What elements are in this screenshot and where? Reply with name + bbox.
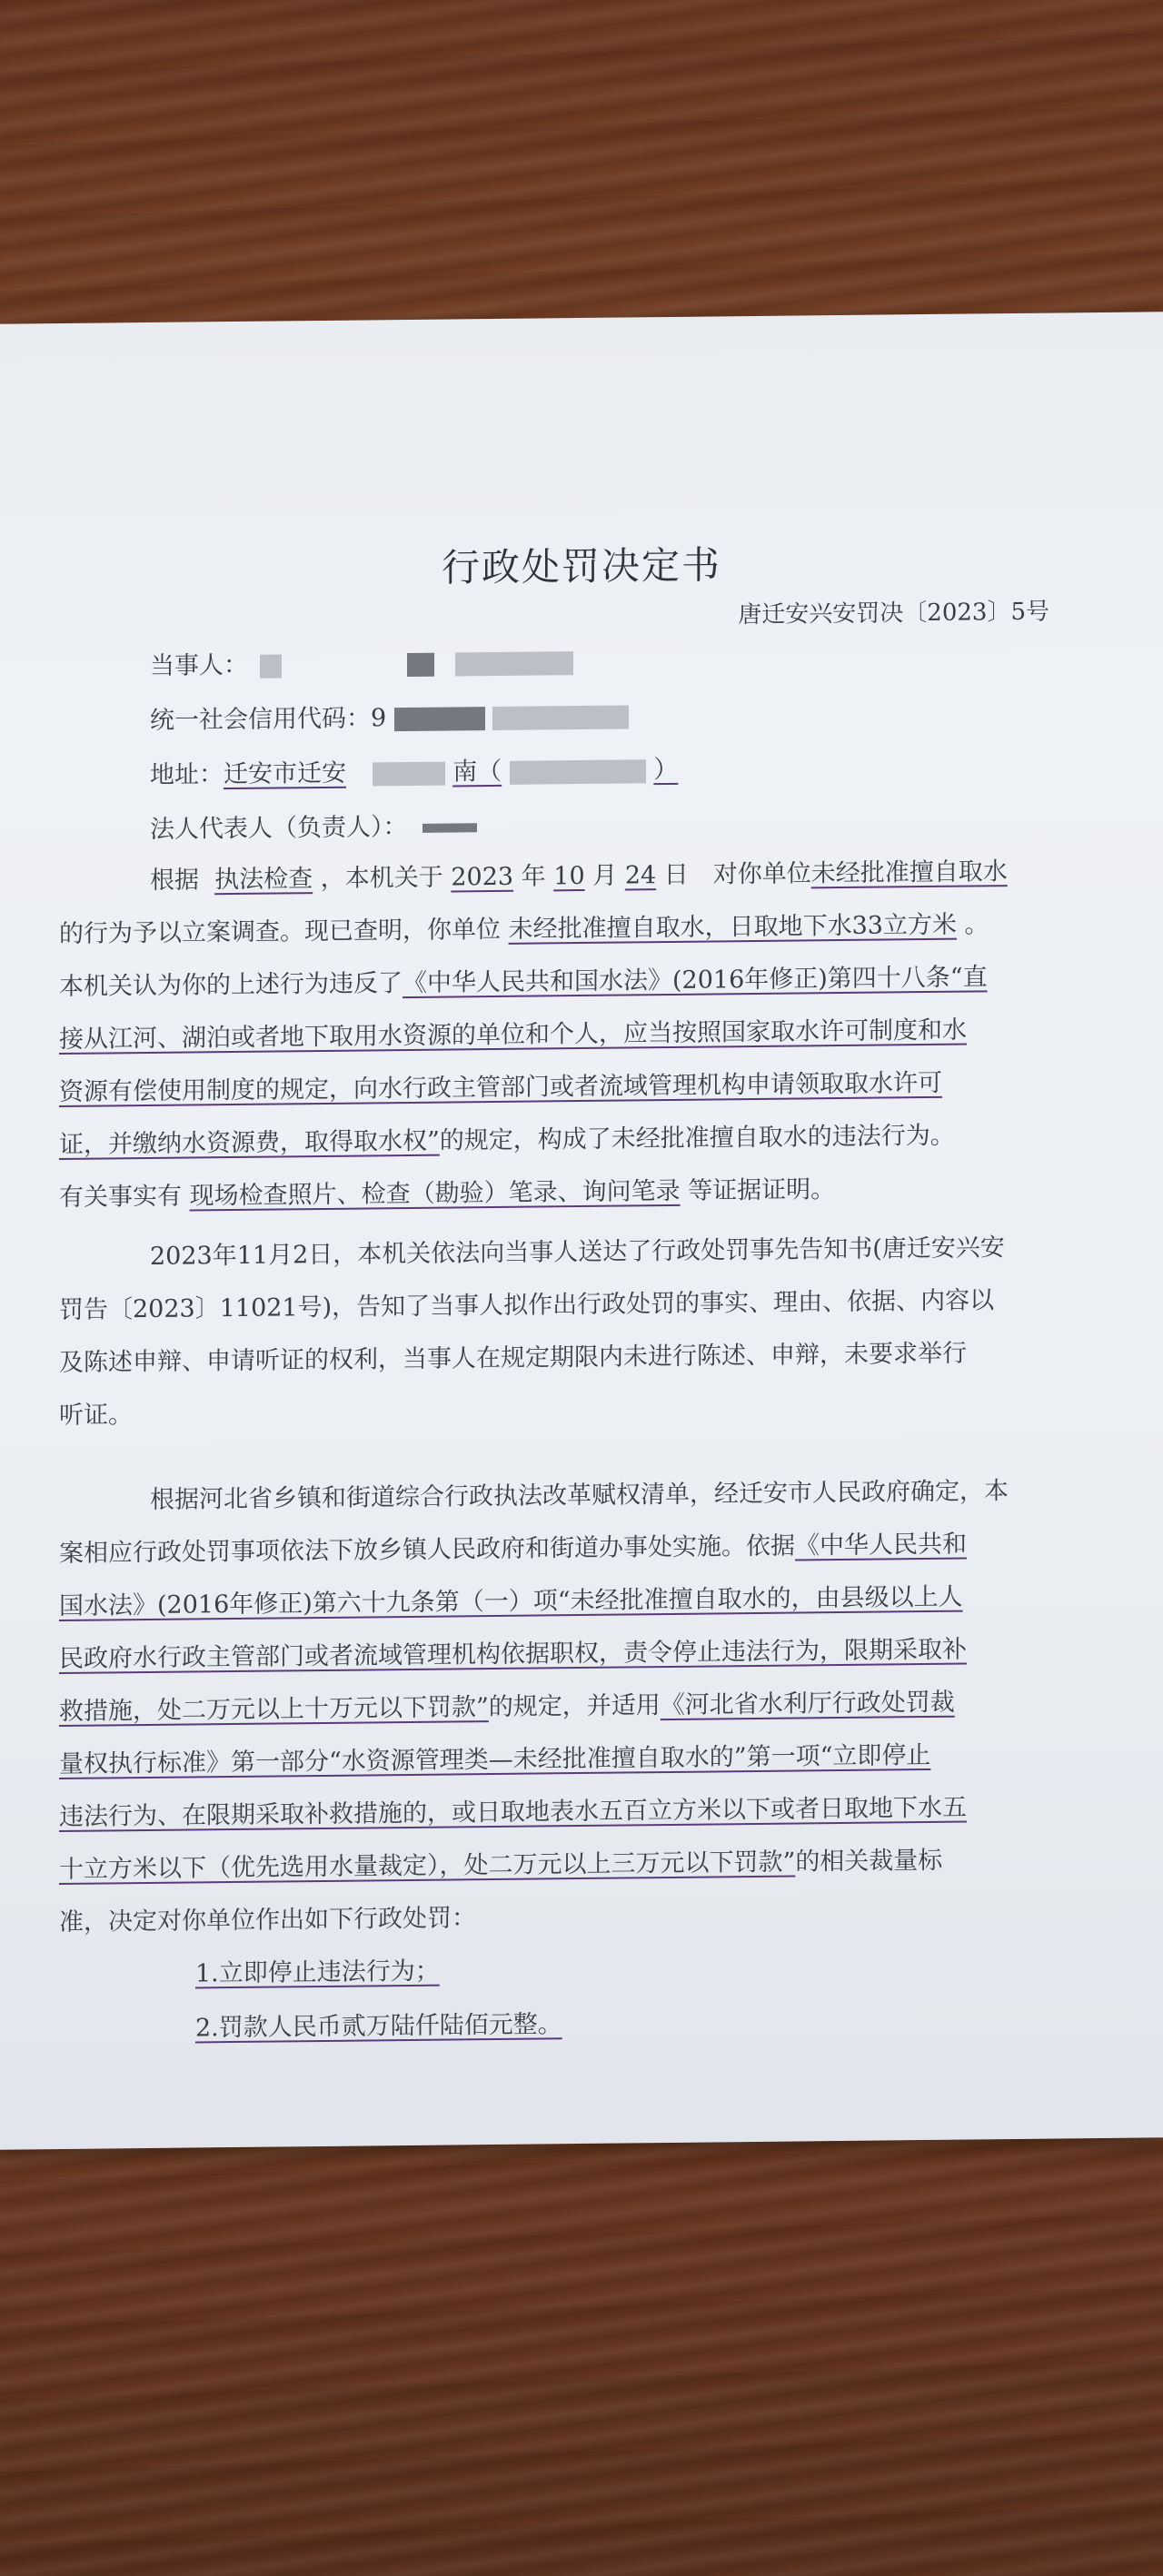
address-end: ） <box>653 755 679 785</box>
text: 月 <box>592 861 618 890</box>
text: ，本机关于 <box>320 863 443 894</box>
text: 日 对你单位 <box>663 859 811 890</box>
law-citation: 资源有偿使用制度的规定，向水行政主管部门或者流域管理机构申请领取取水许可 <box>59 1068 942 1107</box>
text: 听证。 <box>59 1401 133 1431</box>
text: 的规定，并适用 <box>488 1691 661 1722</box>
document-number: 唐迁安兴安罚决〔2023〕5号 <box>738 598 1049 629</box>
law-citation: 救措施，处二万元以上十万元以下罚款” <box>59 1693 489 1727</box>
legal-rep-line <box>150 800 477 857</box>
party-label: 当事人： <box>150 650 248 680</box>
document-body <box>0 312 1163 2149</box>
redaction-block <box>373 761 445 786</box>
law-citation: 《中华人民共和 <box>795 1530 967 1560</box>
legal-rep-label: 法人代表人（负责人）： <box>150 813 408 844</box>
text: 根据河北省乡镇和街道综合行政执法改革赋权清单，经迁安市人民政府确定，本 <box>150 1477 1009 1514</box>
text: 案相应行政处罚事项依法下放乡镇人民政府和街道办事处实施。依据 <box>59 1531 795 1569</box>
text: 的规定，构成了未经批准擅自取水的违法行为。 <box>439 1121 955 1155</box>
credit-code-line <box>150 689 629 748</box>
redaction-block <box>407 652 434 676</box>
law-citation: 国水法》(2016年修正)第六十九条第（一）项“未经批准擅自取水的，由县级以上人 <box>59 1582 963 1621</box>
law-citation: 民政府水行政主管部门或者流域管理机构依据职权，责令停止违法行为，限期采取补 <box>59 1635 967 1674</box>
text: 有关事实有 <box>59 1182 182 1213</box>
day: 24 <box>624 861 657 890</box>
redaction-block <box>510 759 646 785</box>
address-label: 地址： <box>150 760 224 789</box>
law-citation: 接从江河、湖泊或者地下取用水资源的单位和个人，应当按照国家取水许可制度和水 <box>59 1016 967 1055</box>
standard-citation: 量权执行标准》第一部分“水资源管理类—未经批准擅自取水的”第一项“立即停止 <box>59 1740 931 1779</box>
redaction-block <box>394 707 485 731</box>
credit-code-label: 统一社会信用代码： <box>150 704 371 735</box>
violation: 未经批准擅自取水 <box>810 857 1008 888</box>
address-tail: 南（ <box>452 757 502 787</box>
text: 年 <box>521 862 546 891</box>
inspection-type: 执法检查 <box>214 865 313 895</box>
law-citation: 证，并缴纳水资源费，取得取水权” <box>59 1126 440 1160</box>
text: 的相关裁量标 <box>795 1846 943 1877</box>
text: 的行为予以立案调查。现已查明，你单位 <box>59 915 501 949</box>
address-value: 迁安市迁安 <box>224 758 346 789</box>
violation-fact: 未经批准擅自取水，日取地下水33立方米 <box>508 910 957 944</box>
party-line <box>150 636 573 693</box>
evidence: 现场检查照片、检查（勘验）笔录、询问笔录 <box>189 1176 681 1211</box>
paragraph-basis <box>59 1465 1049 1948</box>
text: 本机关认为你的上述行为违反了 <box>59 969 403 1002</box>
text: 。 <box>964 910 989 939</box>
month: 10 <box>553 861 585 891</box>
address-line <box>150 744 678 802</box>
paragraph-notice <box>59 1222 1049 1442</box>
text: 根据 <box>150 866 199 895</box>
credit-code-value: 9 <box>371 704 387 733</box>
standard-citation: 《河北省水利厅行政处罚裁 <box>660 1688 955 1720</box>
standard-citation: 违法行为、在限期采取补救措施的，或日取地表水五百立方米以下或者日取地下水五 <box>59 1793 967 1832</box>
standard-citation: 十立方米以下（优先选用水量裁定），处二万元以上三万元以下罚款” <box>59 1848 796 1885</box>
text: 2023年11月2日，本机关依法向当事人送达了行政处罚事先告知书(唐迁安兴安 <box>150 1234 1005 1271</box>
text: 及陈述申辩、申请听证的权利，当事人在规定期限内未进行陈述、申辩，未要求举行 <box>59 1339 967 1378</box>
redaction-block <box>492 705 629 730</box>
redaction-block <box>260 654 282 678</box>
text: 罚告〔2023〕11021号)，告知了当事人拟作出行政处罚的事实、理由、依据、内容以 <box>59 1286 995 1325</box>
year: 2023 <box>451 862 514 892</box>
penalty-item-2: 2.罚款人民币贰万陆仟陆佰元整。 <box>195 2010 562 2043</box>
redaction-block <box>455 651 573 676</box>
text: 等证据证明。 <box>688 1175 836 1205</box>
document-title: 行政处罚决定书 <box>441 542 721 590</box>
penalty-item-1: 1.立即停止违法行为； <box>195 1957 440 1988</box>
text: 准，决定对你单位作出如下行政处罚： <box>59 1904 476 1937</box>
paragraph-facts <box>59 846 1049 1224</box>
redaction-block <box>422 823 477 833</box>
law-citation: 《中华人民共和国水法》(2016年修正)第四十八条“直 <box>403 963 988 998</box>
